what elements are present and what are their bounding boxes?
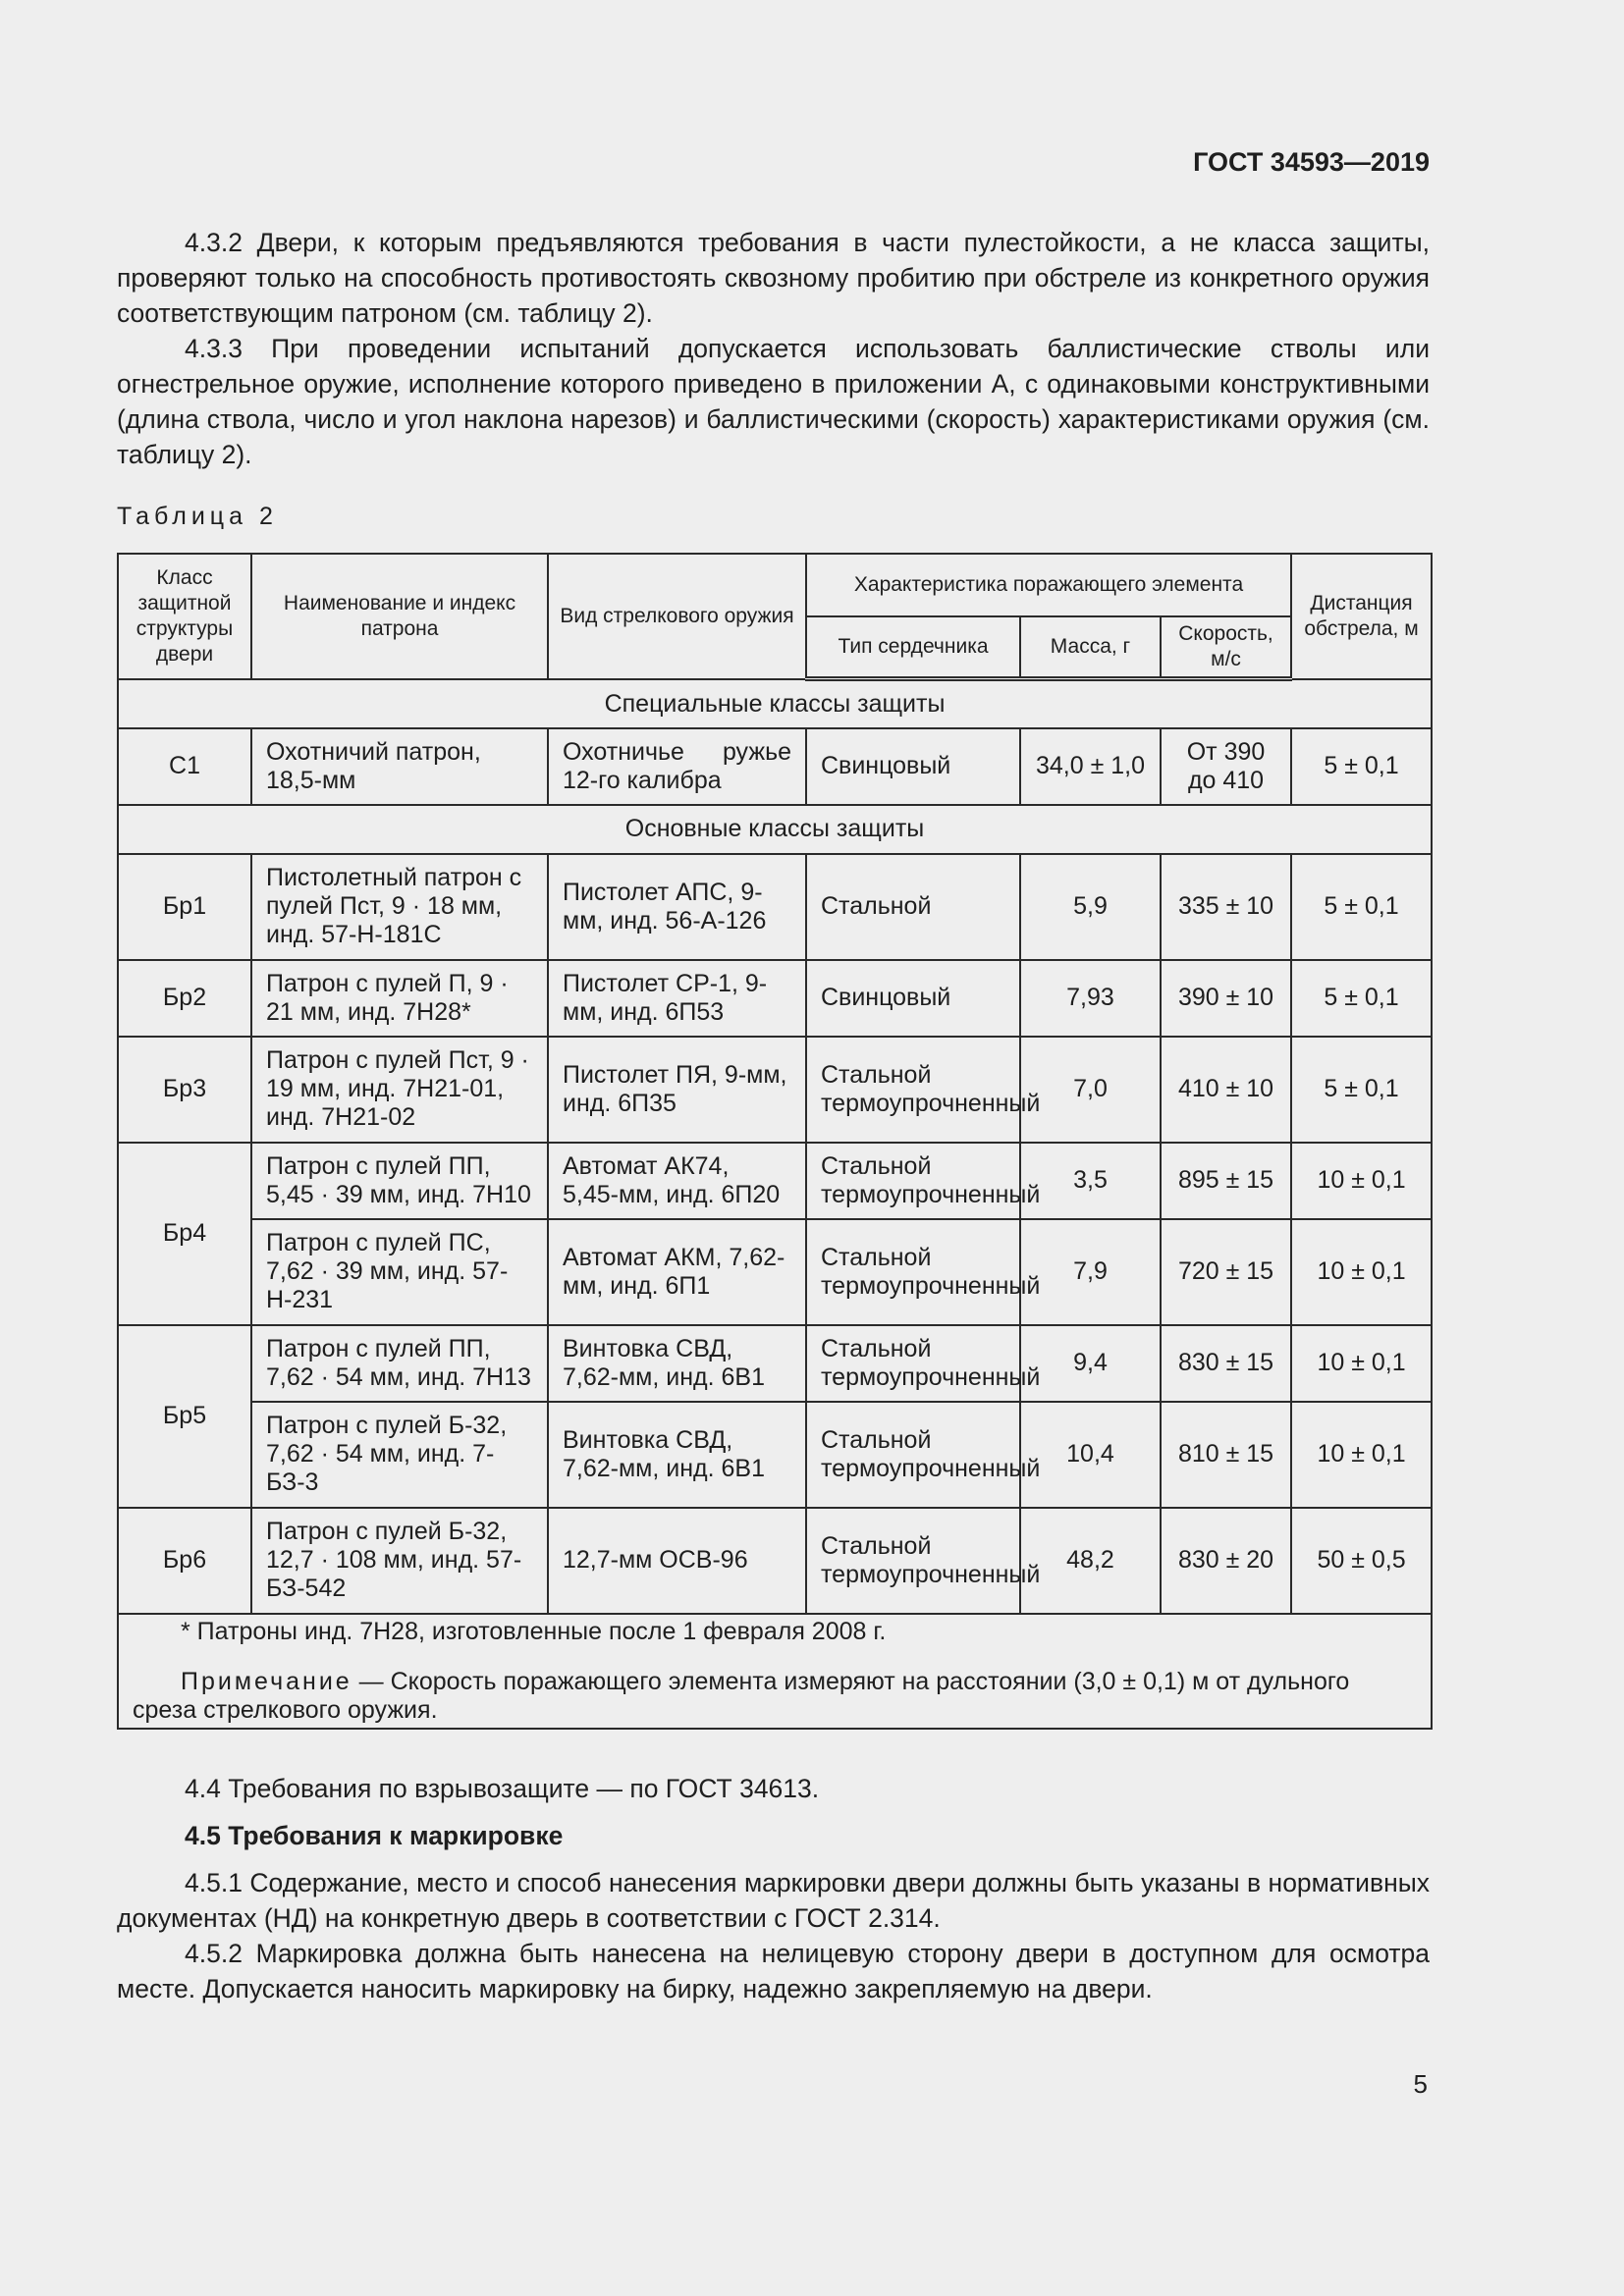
note-text: — Скорость поражающего элемента измеряют на расстоянии (3,0 ± 0,1) м от дульного среза стрелкового оружия. (133, 1667, 1350, 1724)
cell-core: Стальной термоупрочненный (806, 1325, 1020, 1402)
cell-mass: 10,4 (1020, 1402, 1161, 1508)
cell-core: Свинцовый (806, 728, 1020, 805)
cell-cartridge: Патрон с пулей ПС, 7,62 · 39 мм, инд. 57-Н-231 (251, 1219, 548, 1325)
cell-mass: 48,2 (1020, 1508, 1161, 1614)
cell-class: Бр2 (118, 960, 251, 1037)
cell-speed: 335 ± 10 (1161, 854, 1291, 960)
table-row (118, 960, 1432, 1037)
paragraph-4-3-3: 4.3.3 При проведении испытаний допускается использовать баллистические стволы или огнестрельное оружие, исполнение которого приведено в приложении А, с одинаковыми конструктивными (длина ствола, число и угол наклона нарезов) и баллистическими (скорость) характеристиками оружия (см. таблицу 2). (117, 334, 1430, 469)
cell-speed: От 390 до 410 (1161, 728, 1291, 805)
cell-weapon: Охотничье ружье 12-го калибра (548, 728, 806, 805)
table-row (118, 854, 1432, 960)
table-row (118, 1219, 1432, 1325)
table-2 (117, 553, 1433, 1730)
header-mass: Масса, г (1020, 616, 1161, 679)
cell-class: С1 (118, 728, 251, 805)
cell-speed: 390 ± 10 (1161, 960, 1291, 1037)
cell-mass: 9,4 (1020, 1325, 1161, 1402)
cell-class: Бр1 (118, 854, 251, 960)
header-distance: Дистанция обстрела, м (1291, 554, 1432, 679)
table-row (118, 1143, 1432, 1219)
cell-class: Бр4 (118, 1143, 251, 1325)
header-speed: Скорость, м/с (1161, 616, 1291, 679)
cell-distance: 10 ± 0,1 (1291, 1143, 1432, 1219)
cell-speed: 830 ± 20 (1161, 1508, 1291, 1614)
header-weapon: Вид стрелкового оружия (548, 554, 806, 679)
cell-weapon: Пистолет СР-1, 9-мм, инд. 6П53 (548, 960, 806, 1037)
paragraph-4-4: 4.4 Требования по взрывозащите — по ГОСТ 34613. (185, 1774, 820, 1803)
cell-core: Свинцовый (806, 960, 1020, 1037)
table-row (118, 728, 1432, 805)
section-special: Специальные классы защиты (118, 679, 1432, 728)
cell-core: Стальной термоупрочненный (806, 1219, 1020, 1325)
cell-core: Стальной термоупрочненный (806, 1143, 1020, 1219)
heading-4-5: 4.5 Требования к маркировке (185, 1821, 564, 1850)
cell-class: Бр6 (118, 1508, 251, 1614)
cell-speed: 830 ± 15 (1161, 1325, 1291, 1402)
table-notes (118, 1614, 1432, 1729)
cell-cartridge: Пистолетный патрон с пулей Пст, 9 · 18 мм, инд. 57-Н-181С (251, 854, 548, 960)
cell-core: Стальной термоупрочненный (806, 1402, 1020, 1508)
table-row (118, 1037, 1432, 1143)
cell-speed: 895 ± 15 (1161, 1143, 1291, 1219)
cell-distance: 10 ± 0,1 (1291, 1325, 1432, 1402)
header-cartridge: Наименование и индекс патрона (251, 554, 548, 679)
table-row (118, 1325, 1432, 1402)
cell-cartridge: Патрон с пулей Б-32, 12,7 · 108 мм, инд. 57-БЗ-542 (251, 1508, 548, 1614)
cell-core: Стальной термоупрочненный (806, 1037, 1020, 1143)
cell-speed: 410 ± 10 (1161, 1037, 1291, 1143)
cell-weapon: Пистолет АПС, 9-мм, инд. 56-А-126 (548, 854, 806, 960)
paragraph-4-3-2: 4.3.2 Двери, к которым предъявляются требования в части пулестойкости, а не класса защиты, проверяют только на способность противостоять сквозному пробитию при обстреле из конкретного оружия соответствующим патроном (см. таблицу 2). (117, 228, 1430, 328)
cell-mass: 34,0 ± 1,0 (1020, 728, 1161, 805)
cell-cartridge: Патрон с пулей П, 9 · 21 мм, инд. 7Н28* (251, 960, 548, 1037)
header-class: Класс защитной структуры двери (118, 554, 251, 679)
cell-weapon: Пистолет ПЯ, 9-мм, инд. 6П35 (548, 1037, 806, 1143)
section-basic: Основные классы защиты (118, 805, 1432, 854)
cell-distance: 5 ± 0,1 (1291, 728, 1432, 805)
cell-weapon: 12,7-мм ОСВ-96 (548, 1508, 806, 1614)
cell-distance: 5 ± 0,1 (1291, 960, 1432, 1037)
cell-speed: 810 ± 15 (1161, 1402, 1291, 1508)
note-label: Примечание (181, 1667, 352, 1695)
cell-distance: 50 ± 0,5 (1291, 1508, 1432, 1614)
top-paragraphs (117, 225, 1430, 472)
cell-weapon: Автомат АКМ, 7,62-мм, инд. 6П1 (548, 1219, 806, 1325)
cell-class: Бр5 (118, 1325, 251, 1508)
cell-mass: 7,0 (1020, 1037, 1161, 1143)
cell-speed: 720 ± 15 (1161, 1219, 1291, 1325)
cell-weapon: Автомат АК74, 5,45-мм, инд. 6П20 (548, 1143, 806, 1219)
cell-cartridge: Патрон с пулей ПП, 7,62 · 54 мм, инд. 7Н13 (251, 1325, 548, 1402)
cell-weapon: Винтовка СВД, 7,62-мм, инд. 6В1 (548, 1402, 806, 1508)
cell-distance: 10 ± 0,1 (1291, 1219, 1432, 1325)
bottom-paragraphs (117, 1771, 1430, 2006)
table-row (118, 1508, 1432, 1614)
paragraph-4-5-2: 4.5.2 Маркировка должна быть нанесена на нелицевую сторону двери в доступном для осмотра месте. Допускается наносить маркировку на бирку, надежно закрепляемую на двери. (117, 1939, 1430, 2003)
table-caption: Таблица 2 (117, 503, 278, 530)
page-number: 5 (1413, 2069, 1428, 2099)
cell-cartridge: Охотничий патрон, 18,5-мм (251, 728, 548, 805)
cell-cartridge: Патрон с пулей Пст, 9 · 19 мм, инд. 7Н21-01, инд. 7Н21-02 (251, 1037, 548, 1143)
cell-mass: 7,9 (1020, 1219, 1161, 1325)
cell-distance: 10 ± 0,1 (1291, 1402, 1432, 1508)
cell-cartridge: Патрон с пулей ПП, 5,45 · 39 мм, инд. 7Н10 (251, 1143, 548, 1219)
note (133, 1668, 1417, 1725)
cell-class: Бр3 (118, 1037, 251, 1143)
cell-core: Стальной термоупрочненный (806, 1508, 1020, 1614)
cell-core: Стальной (806, 854, 1020, 960)
footnote: * Патроны инд. 7Н28, изготовленные после 1 февраля 2008 г. (181, 1617, 887, 1645)
paragraph-4-5-1: 4.5.1 Содержание, место и способ нанесения маркировки двери должны быть указаны в нормативных документах (НД) на конкретную дверь в соответствии с ГОСТ 2.314. (117, 1868, 1430, 1933)
document-header: ГОСТ 34593—2019 (1193, 147, 1430, 177)
header-core: Тип сердечника (806, 616, 1020, 679)
cell-mass: 3,5 (1020, 1143, 1161, 1219)
cell-cartridge: Патрон с пулей Б-32, 7,62 · 54 мм, инд. 7-БЗ-3 (251, 1402, 548, 1508)
cell-distance: 5 ± 0,1 (1291, 854, 1432, 960)
cell-mass: 5,9 (1020, 854, 1161, 960)
table-row (118, 1402, 1432, 1508)
cell-distance: 5 ± 0,1 (1291, 1037, 1432, 1143)
header-characteristic: Характеристика поражающего элемента (806, 554, 1291, 616)
cell-weapon: Винтовка СВД, 7,62-мм, инд. 6В1 (548, 1325, 806, 1402)
cell-mass: 7,93 (1020, 960, 1161, 1037)
